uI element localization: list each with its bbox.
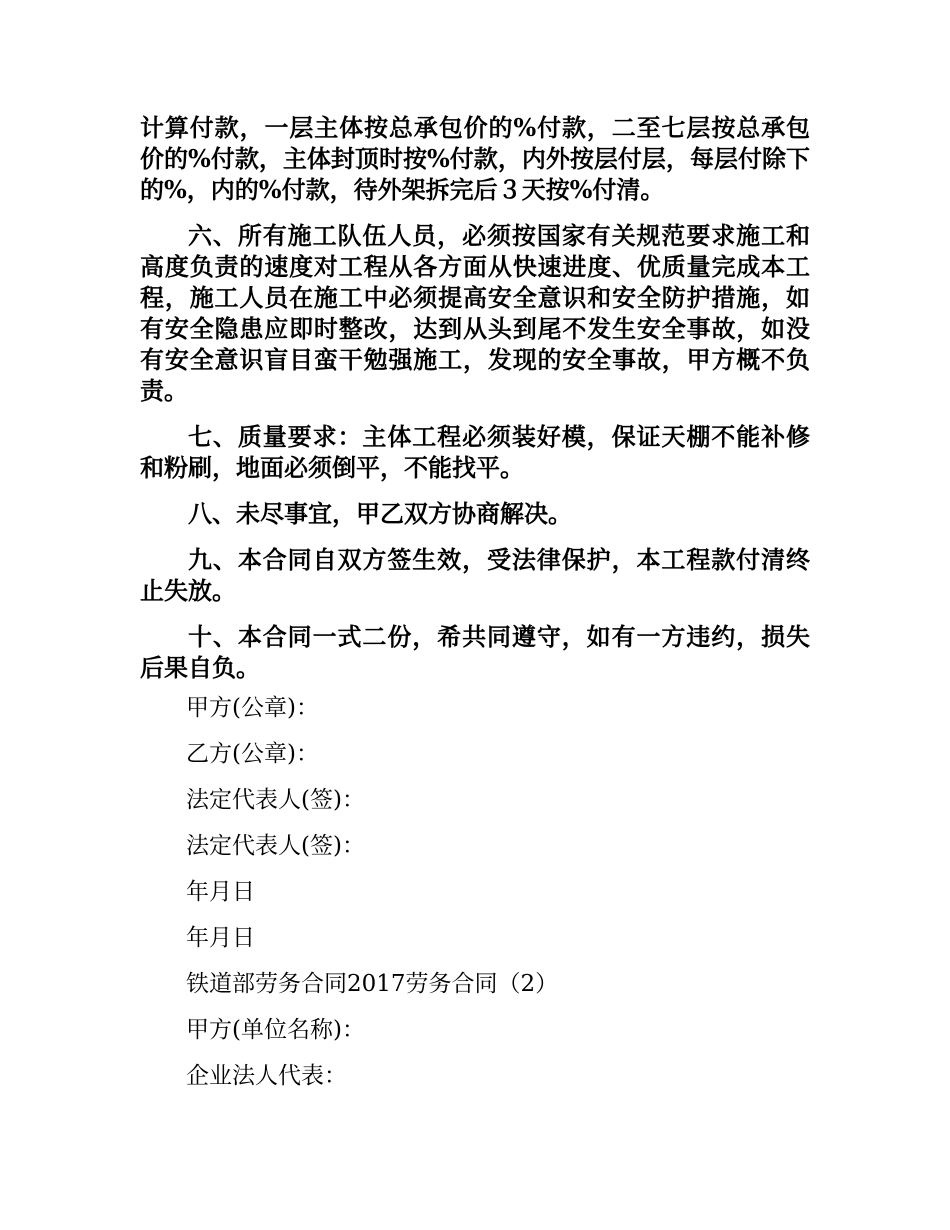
date-line: 年月日	[186, 879, 255, 905]
party-b-seal-line: 乙方(公章)：	[186, 741, 319, 767]
party-a-seal-line: 甲方(公章)：	[186, 695, 319, 721]
date-line: 年月日	[186, 925, 255, 951]
legal-representative-sign-line: 法定代表人(签)：	[186, 787, 365, 813]
clause-seven-quality: 七、质量要求：主体工程必须装好模，保证天棚不能补修和粉刷，地面必须倒平，不能找平。	[140, 422, 810, 482]
corporate-representative-line: 企业法人代表：	[186, 1063, 347, 1089]
clause-nine-effect: 九、本合同自双方签生效，受法律保护，本工程款付清终止失放。	[140, 545, 810, 605]
document-page	[140, 112, 810, 1092]
clause-eight-matters: 八、未尽事宜，甲乙双方协商解决。	[188, 499, 572, 528]
clause-six-safety: 六、所有施工队伍人员，必须按国家有关规范要求施工和高度负责的速度对工程从各方面从快速进度、优质量完成本工程，施工人员在施工中必须提高安全意识和安全防护措施，如有安全隐患应即时整改，达到从头到尾不发生安全事故，如没有安全意识盲目蛮干勉强施工，发现的安全事故，甲方概不负责。	[140, 221, 810, 405]
party-a-unit-name-line: 甲方(单位名称)：	[186, 1017, 365, 1043]
next-contract-title: 铁道部劳务合同2017劳务合同（2）	[186, 971, 559, 997]
clause-ten-copies: 十、本合同一式二份，希共同遵守，如有一方违约，损失后果自负。	[140, 622, 810, 682]
legal-representative-sign-line: 法定代表人(签)：	[186, 833, 365, 859]
clause-payment-continued: 计算付款，一层主体按总承包价的%付款，二至七层按总承包价的%付款，主体封顶时按%付款，内外按层付层，每层付除下的%，内的%付款，待外架拆完后３天按%付清。	[140, 113, 810, 204]
